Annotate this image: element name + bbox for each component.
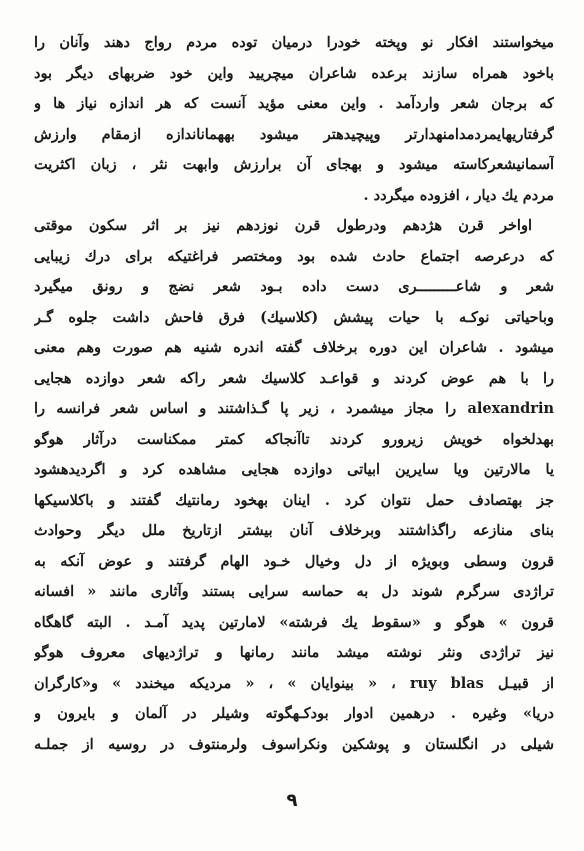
text-line: باخود همراه سازند برعده شاعران میچریید واین خود ضربهای دیگر بود bbox=[34, 64, 554, 82]
text-line: مردم یك دیار ، افزوده میگردد . bbox=[363, 186, 554, 204]
text-line: جز بهتصادف حمل نتوان کرد . اینان بهخود رمانتیك گفتند و باکلاسیكها bbox=[34, 491, 554, 509]
text-line: از قبیـل ruy blas ، « بینوایان » ، « مردیکه میخندد » و«کارگران bbox=[34, 674, 554, 692]
text-line: شیلی در انگلستان و پوشکین ونکراسوف ولرمنتوف در روسیه از جملـه bbox=[34, 735, 554, 753]
text-line: میخواستند افکار نو وپخته خودرا درمیان توده مردم رواج دهند وآنان را bbox=[34, 34, 554, 51]
body-text bbox=[34, 28, 554, 760]
text-line: قرون » هوگو و «سقوط یك فرشته» لامارتین پدید آمـد . البته گاهگاه bbox=[34, 613, 554, 631]
page-number: ۹ bbox=[286, 790, 298, 811]
text-line: قرون وسطی وبویژه از دل وخیال خـود الهام گرفتند و عوض آنکه به bbox=[34, 552, 554, 570]
text-line: یا مالارتین ویا سایرین ابیاتی دوازده هجایی مشاهده کرد و اگردیدهشود bbox=[34, 461, 554, 478]
text-line: دریا» وغیره . درهمین ادوار بودکـهگوته وشیلر در آلمان و بایرون و bbox=[34, 705, 554, 722]
text-line: آسمانیشعرکاسته میشود و بهجای آن برارزش وابهت نثر ، زبان اکثریت bbox=[34, 156, 554, 173]
text-line: اواخر قرن هژدهم ودرطول قرن نوزدهم نیز بر اثر سکون موقتی bbox=[34, 217, 532, 234]
text-line: شعر و شاعـــــــــری دست داده بـود شعر نضج و رونق میگیرد bbox=[34, 278, 554, 295]
text-line: وباحیاتی نوکـه با حیات پیشش (کلاسیك) فرق فاحش داشت جلوه گـر bbox=[34, 308, 554, 326]
text-line: میشود . شاعران این دوره برخلاف گفته اندره شنیه هم صورت وهم معنی bbox=[34, 339, 554, 356]
text-line: که برجان شعر واردآمد . واین معنی مؤید آنست که هر اندازه نیاز ها و bbox=[34, 95, 554, 112]
text-line: نیز تراژدی ونثر نوشته میشد مانند رمانها و تراژدیهای معروف هوگو bbox=[34, 644, 554, 661]
text-line: بنای منازعه راگذاشتند وبرخلاف آنان بیشتر ازتاریخ ملل دیگر وحوادث bbox=[34, 522, 554, 539]
text-line: گرفتاریهایمردمدامنهدارتر وپیچیدهتر میشود بههماناندازه ازمقام وارزش bbox=[34, 125, 554, 143]
text-line: بهدلخواه خویش زیرورو کردند تاآنجاکه کمتر ممکناست درآثار هوگو bbox=[34, 430, 554, 448]
text-line: را با هم عوض کردند و قواعـد کلاسیك شعر راکه شعر دوازده هجایی bbox=[34, 369, 554, 387]
text-line: تراژدی سرگرم شوند دل به حماسه سرایی بستند وآثاری مانند « افسانه bbox=[34, 583, 554, 600]
text-line: alexandrin را مجاز میشمرد ، زیر پا گـذاشتند و اساس شعر فرانسه را bbox=[34, 400, 554, 417]
text-line: که درعرصه اجتماع حادث شده بود ومختصر فراغتیکه برای درك زیبایی bbox=[34, 247, 554, 265]
